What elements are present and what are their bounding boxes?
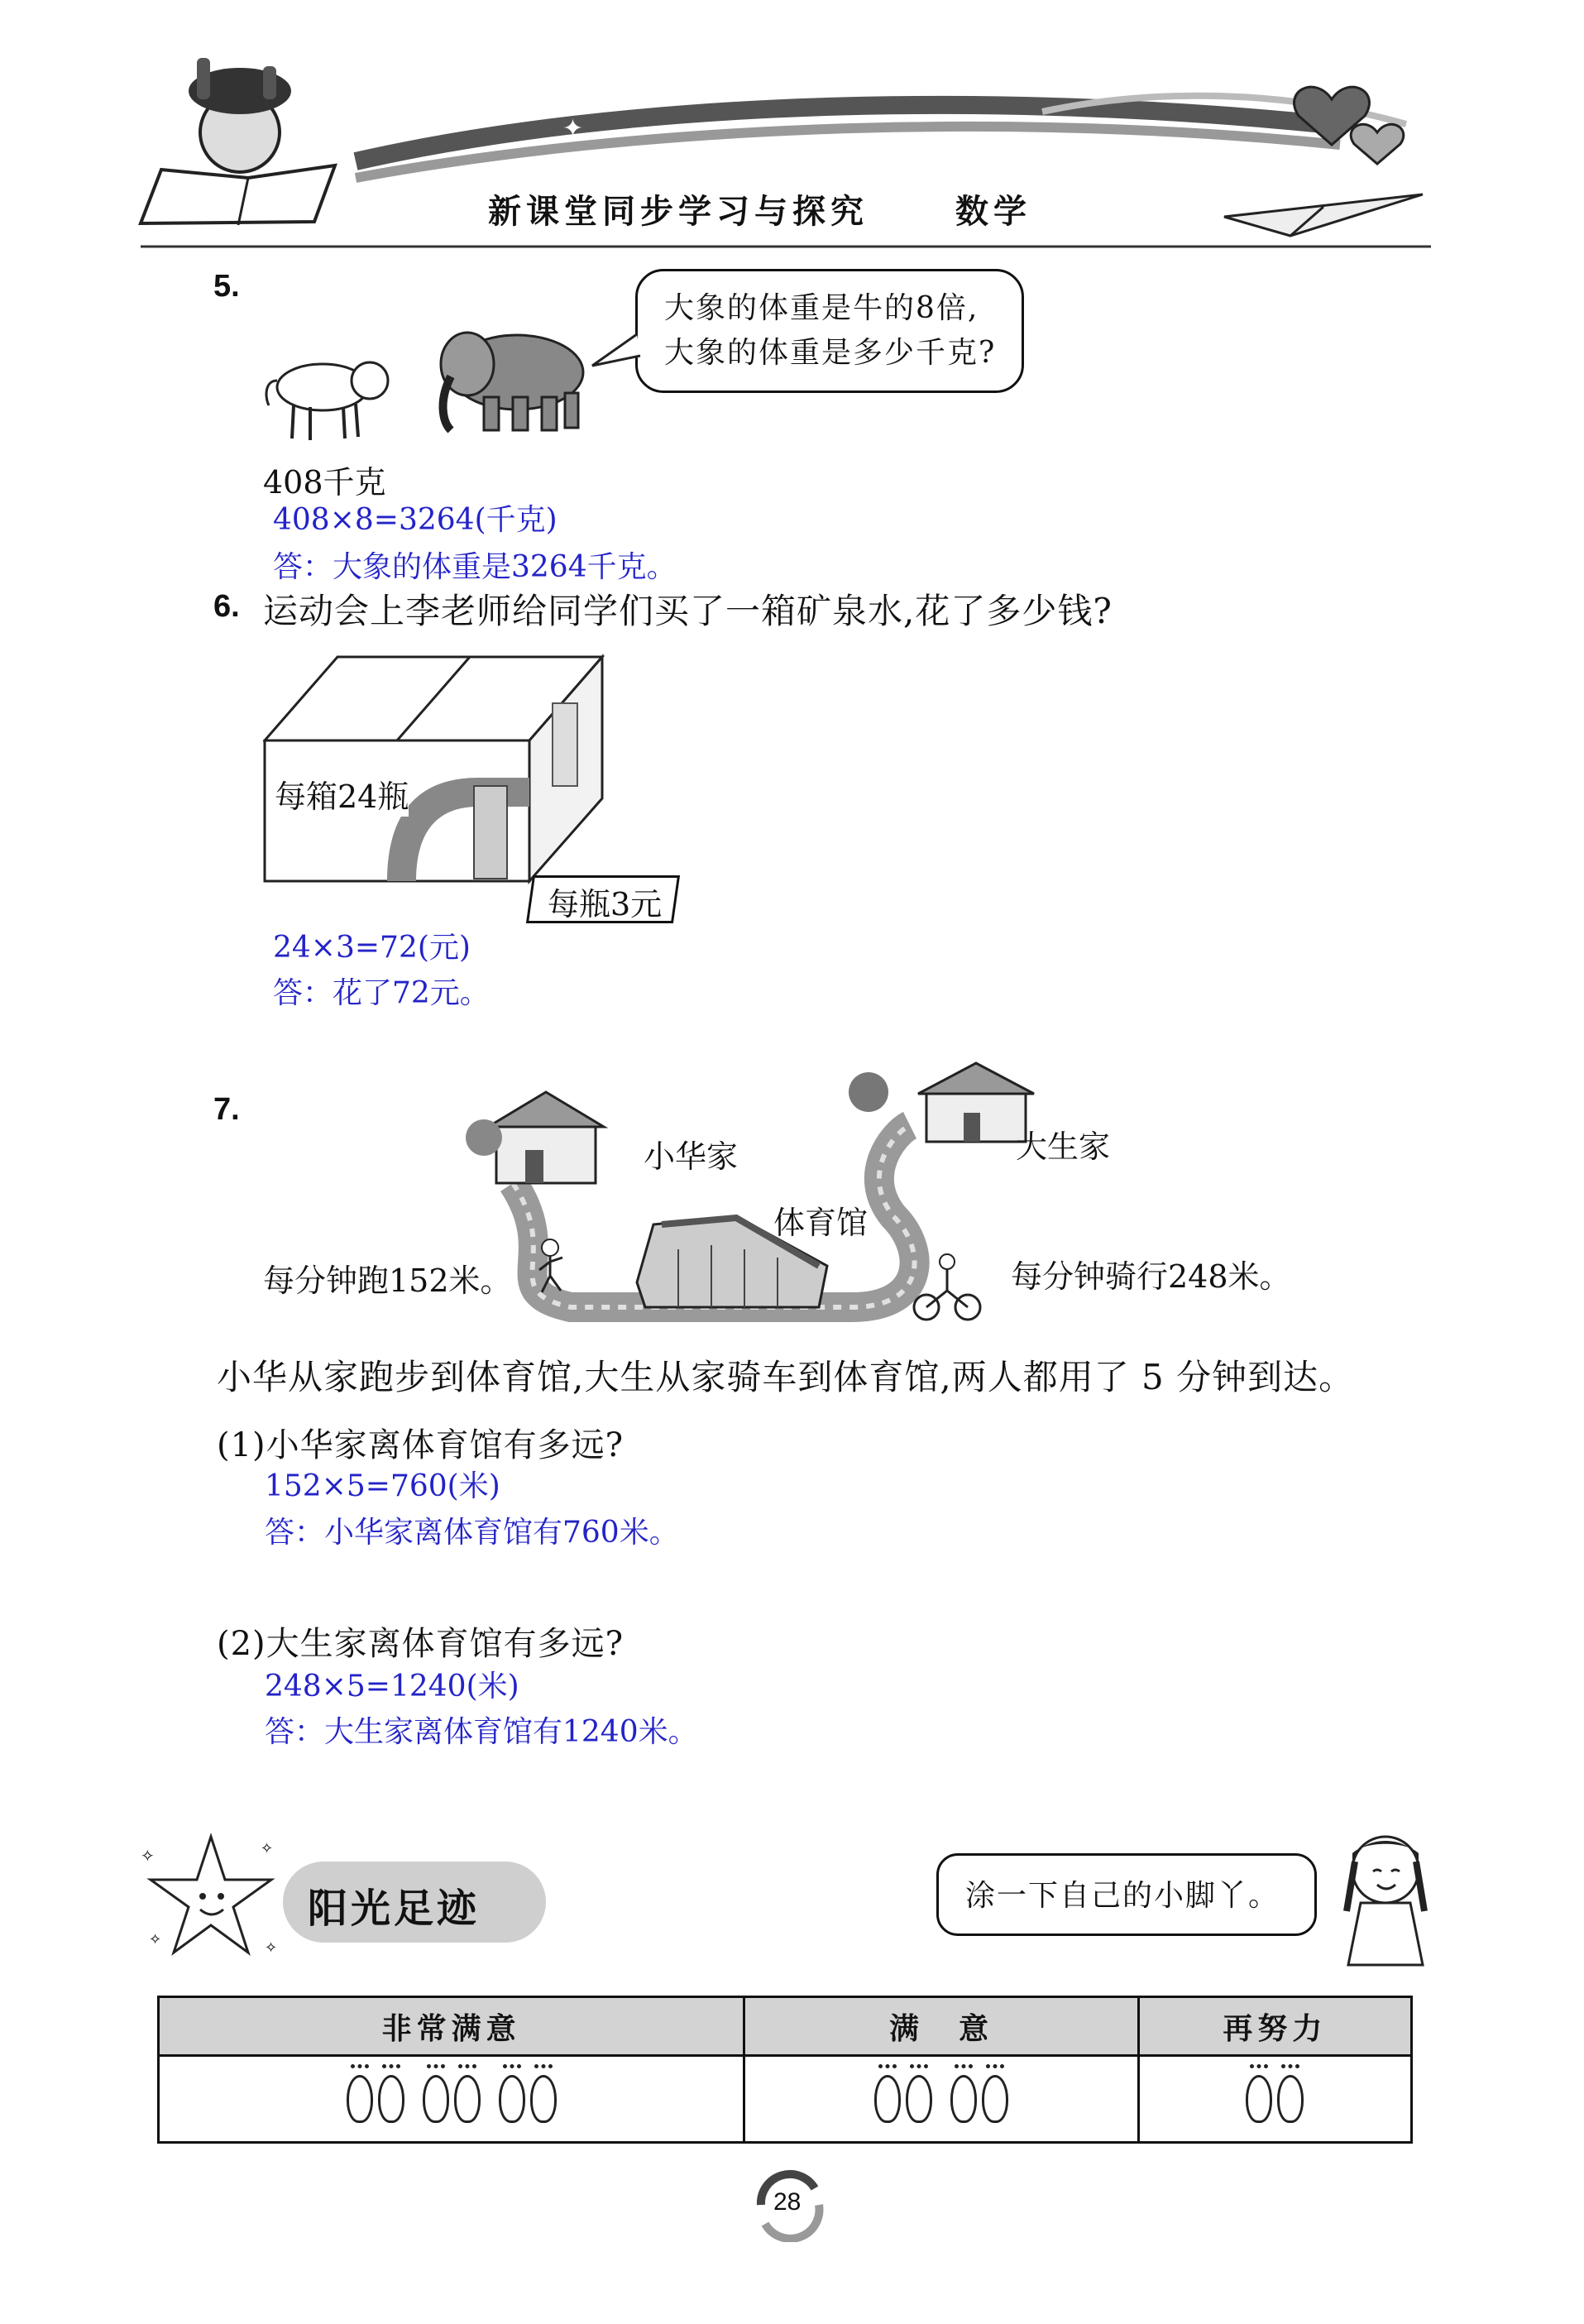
bike-speed-label: 每分钟骑行248米。 xyxy=(1011,1258,1291,1295)
rating-table xyxy=(157,1996,1413,2144)
svg-text:✧: ✧ xyxy=(141,1846,155,1866)
q6-answer-text: 答：花了72元。 xyxy=(273,976,490,1010)
q5-answer-formula: 408×8=3264(千克) xyxy=(273,503,558,537)
q6-number: 6. xyxy=(213,589,240,624)
bubble-tail xyxy=(589,331,647,372)
footprint-icon[interactable] xyxy=(454,2075,481,2123)
footprint-pair[interactable] xyxy=(872,2075,935,2123)
rating-header-satisfied: 满 意 xyxy=(744,1997,1138,2056)
q7-sub2-answer: 答：大生家离体育馆有1240米。 xyxy=(265,1715,698,1749)
footprint-pair[interactable] xyxy=(420,2075,483,2123)
svg-text:✧: ✧ xyxy=(149,1931,162,1948)
price-tag-text: 每瓶3元 xyxy=(548,886,663,922)
q7-sub1-formula: 152×5=760(米) xyxy=(265,1469,500,1503)
page-header xyxy=(0,0,1584,248)
box-label: 每箱24瓶 xyxy=(275,771,409,817)
star-mascot-icon xyxy=(141,1828,281,1969)
footprint-pair[interactable] xyxy=(948,2075,1011,2123)
footprint-icon[interactable] xyxy=(530,2075,557,2123)
water-box-illustration xyxy=(263,654,610,885)
footprint-icon[interactable] xyxy=(1246,2075,1272,2123)
page-number: 28 xyxy=(773,2188,802,2216)
footprint-icon[interactable] xyxy=(499,2075,525,2123)
elephant-illustration xyxy=(434,327,591,434)
dasheng-home-label: 大生家 xyxy=(1016,1128,1111,1165)
footprint-pair[interactable] xyxy=(344,2075,407,2123)
svg-text:✧: ✧ xyxy=(261,1840,274,1857)
rating-header-try-harder: 再努力 xyxy=(1138,1997,1411,2056)
footprint-icon[interactable] xyxy=(982,2075,1008,2123)
rating-header-very-satisfied: 非常满意 xyxy=(159,1997,744,2056)
footprint-pair[interactable] xyxy=(1243,2075,1306,2123)
footprint-icon[interactable] xyxy=(423,2075,449,2123)
q6-answer-formula: 24×3=72(元) xyxy=(273,931,471,965)
q5-number: 5. xyxy=(213,269,240,304)
footprint-icon[interactable] xyxy=(378,2075,404,2123)
q7-number: 7. xyxy=(213,1092,240,1127)
q5-speech-bubble xyxy=(635,269,1024,393)
q7-sub1-question: (1)小华家离体育馆有多远? xyxy=(217,1426,625,1464)
q7-sub1-answer: 答：小华家离体育馆有760米。 xyxy=(265,1516,679,1550)
q7-statement: 小华从家跑步到体育馆,大生从家骑车到体育馆,两人都用了 5 分钟到达。 xyxy=(217,1357,1355,1397)
rating-feet-try-harder[interactable] xyxy=(1138,2056,1411,2143)
girl-illustration xyxy=(1332,1820,1439,1969)
footprint-icon[interactable] xyxy=(874,2075,901,2123)
footprint-icon[interactable] xyxy=(950,2075,977,2123)
header-title: 新课堂同步学习与探究 xyxy=(488,193,869,231)
footprint-icon[interactable] xyxy=(347,2075,373,2123)
xiaohua-home-label: 小华家 xyxy=(644,1138,739,1175)
run-speed-label: 每分钟跑152米。 xyxy=(263,1263,512,1299)
header-subject: 数学 xyxy=(955,193,1031,231)
route-map-illustration xyxy=(463,1059,1059,1340)
cow-weight-label: 408千克 xyxy=(263,464,386,501)
footprint-pair[interactable] xyxy=(496,2075,559,2123)
rating-feet-satisfied[interactable] xyxy=(744,2056,1138,2143)
section-title: 阳光足迹 xyxy=(308,1886,481,1932)
footprint-icon[interactable] xyxy=(1277,2075,1304,2123)
svg-text:✦: ✦ xyxy=(562,114,584,143)
svg-text:✦: ✦ xyxy=(1005,128,1023,153)
q5-bubble-line1: 大象的体重是牛的8倍, xyxy=(664,291,979,325)
footer-speech-bubble xyxy=(936,1853,1317,1936)
cow-illustration xyxy=(261,347,401,447)
rating-feet-very-satisfied[interactable] xyxy=(159,2056,744,2143)
q6-question: 运动会上李老师给同学们买了一箱矿泉水,花了多少钱? xyxy=(263,591,1113,631)
q5-answer-text: 答：大象的体重是3264千克。 xyxy=(273,550,677,584)
q7-sub2-formula: 248×5=1240(米) xyxy=(265,1670,519,1703)
q5-bubble-line2: 大象的体重是多少千克? xyxy=(664,336,997,370)
stadium-label: 体育馆 xyxy=(773,1205,869,1241)
svg-text:✧: ✧ xyxy=(265,1939,278,1957)
footer-bubble-text: 涂一下自己的小脚丫。 xyxy=(965,1879,1280,1913)
footprint-icon[interactable] xyxy=(906,2075,932,2123)
q7-sub2-question: (2)大生家离体育馆有多远? xyxy=(217,1625,625,1663)
